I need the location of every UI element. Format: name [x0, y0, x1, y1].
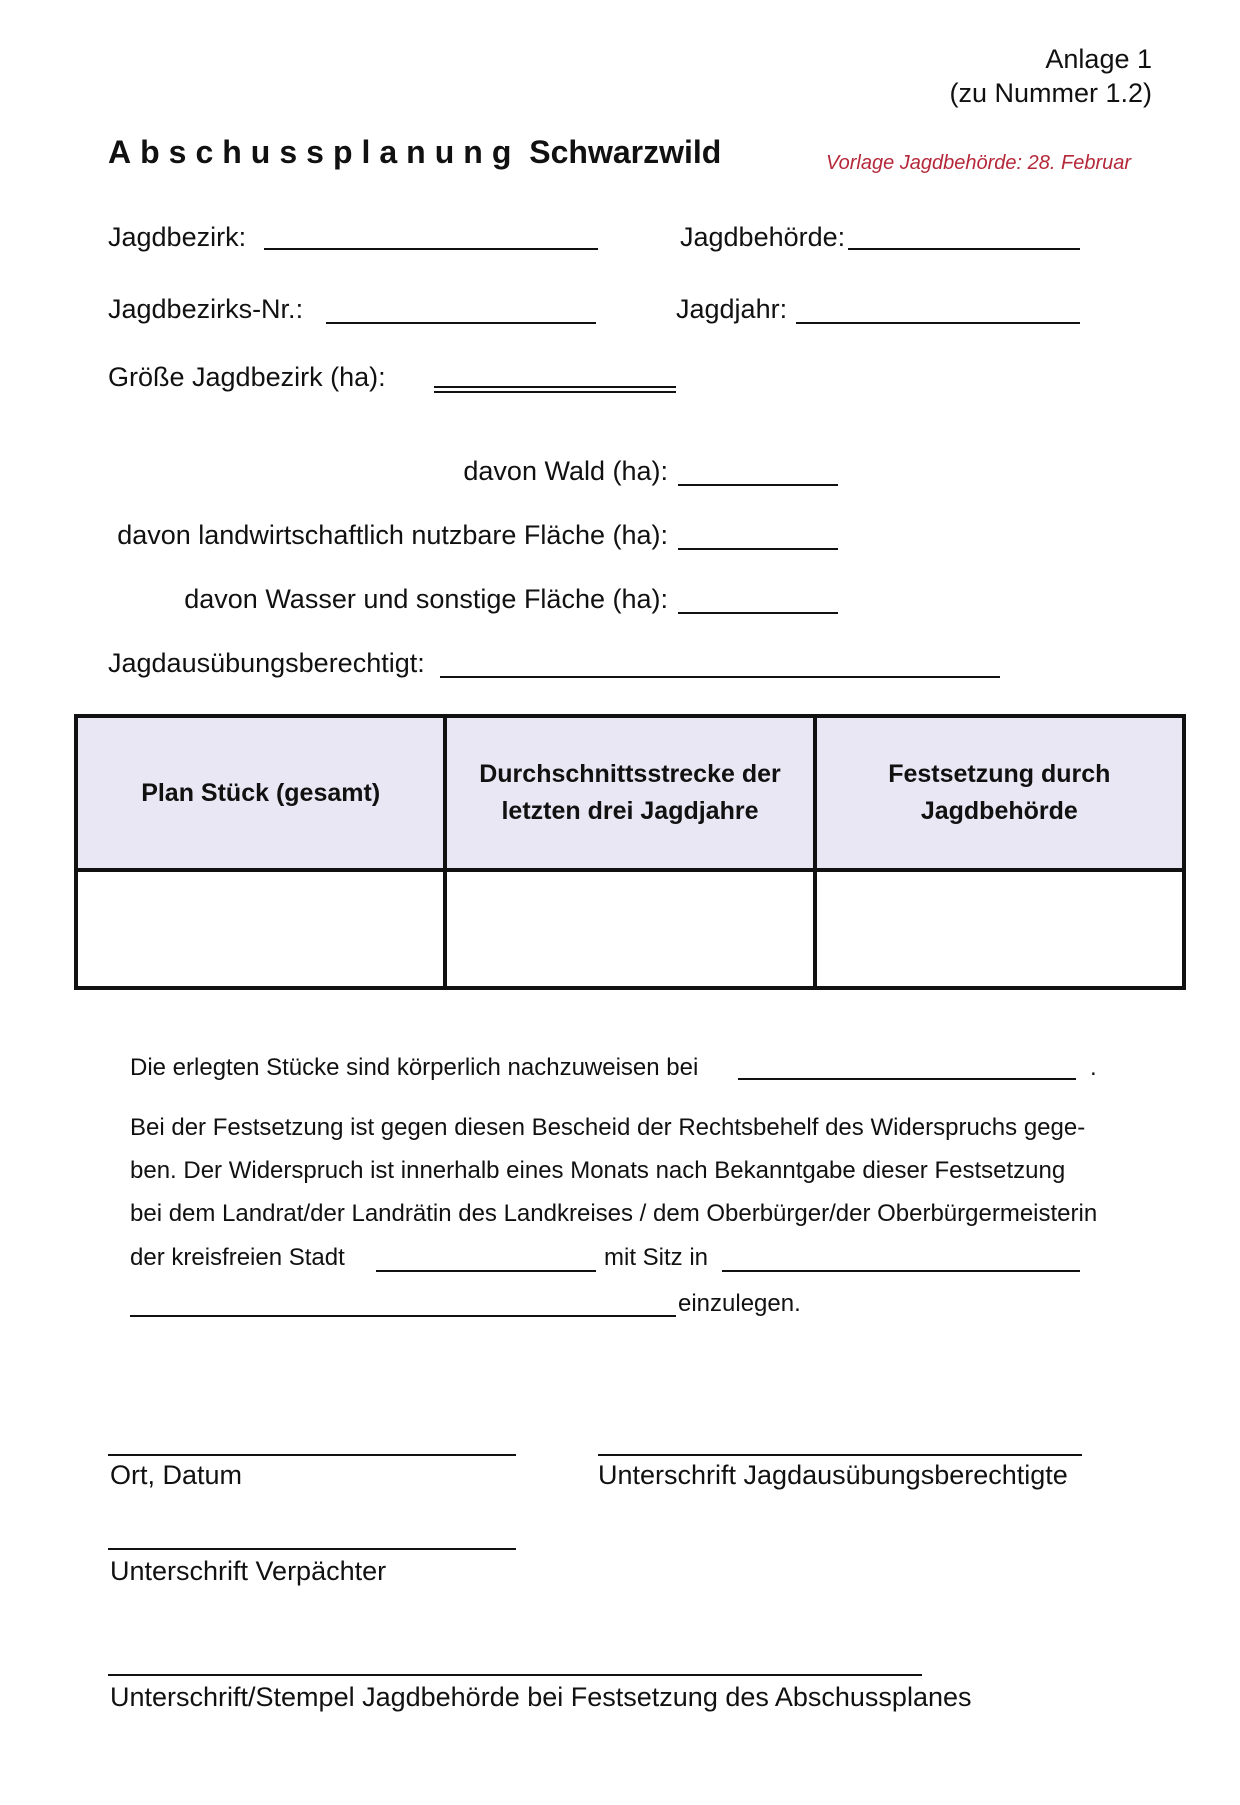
submission-note: Vorlage Jagdbehörde: 28. Februar [826, 152, 1132, 174]
header-festsetzung-line2: Jagdbehörde [920, 797, 1078, 825]
signature-line-verpaechter[interactable] [108, 1548, 516, 1550]
text-nachweis-end: . [1090, 1054, 1097, 1081]
rechtsbehelf-line-2: ben. Der Widerspruch ist innerhalb eines Monats nach Bekanntgabe dieser Festsetzung [130, 1157, 1066, 1184]
field-nachweis[interactable] [738, 1078, 1076, 1080]
header-durchschnittsstrecke-line2: letzten drei Jagdjahre [501, 797, 759, 825]
label-groesse: Größe Jagdbezirk (ha): [108, 362, 386, 392]
label-berechtigt: Jagdausübungsberechtigt: [108, 648, 425, 678]
signature-line-ort-datum[interactable] [108, 1454, 516, 1456]
field-jagdbezirk[interactable] [264, 248, 598, 250]
header-plan-stueck-text: Plan Stück (gesamt) [141, 778, 381, 807]
field-jagdjahr[interactable] [796, 322, 1080, 324]
annex-line-1: Anlage 1 [1045, 44, 1152, 74]
rechtsbehelf-line-4a: der kreisfreien Stadt [130, 1244, 345, 1271]
label-unterschrift-behoerde: Unterschrift/Stempel Jagdbehörde bei Festsetzung des Abschussplanes [110, 1682, 972, 1712]
signature-line-berechtigte[interactable] [598, 1454, 1082, 1456]
plan-table-input-row [76, 870, 1184, 988]
label-jagdjahr: Jagdjahr: [676, 294, 788, 324]
header-durchschnittsstrecke [445, 716, 814, 870]
field-einzulegen[interactable] [130, 1315, 676, 1317]
label-wasser: davon Wasser und sonstige Fläche (ha): [184, 584, 668, 614]
field-stadt[interactable] [376, 1270, 596, 1272]
header-festsetzung-line1: Festsetzung durch [888, 760, 1111, 788]
field-berechtigt[interactable] [440, 676, 1000, 678]
label-unterschrift-verpaechter: Unterschrift Verpächter [110, 1556, 387, 1586]
header-plan-stueck [76, 716, 445, 870]
rechtsbehelf-line-5: einzulegen. [678, 1290, 801, 1317]
field-sitz[interactable] [722, 1270, 1080, 1272]
header-durchschnittsstrecke-line1: Durchschnittsstrecke der [479, 760, 781, 788]
plan-table [74, 714, 1186, 990]
annex-reference [949, 42, 1152, 110]
field-landwirtschaft[interactable] [678, 548, 838, 550]
signature-line-behoerde[interactable] [108, 1674, 922, 1676]
label-jagdbezirk: Jagdbezirk: [108, 222, 247, 252]
label-ort-datum: Ort, Datum [110, 1460, 243, 1490]
rechtsbehelf-line-3: bei dem Landrat/der Landrätin des Landkreises / dem Oberbürger/der Oberbürgermeisterin [130, 1200, 1098, 1227]
label-unterschrift-berechtigte: Unterschrift Jagdausübungsberechtigte [598, 1460, 1068, 1490]
header-festsetzung [815, 716, 1184, 870]
cell-plan-stueck[interactable] [76, 870, 445, 988]
rechtsbehelf-line-4b: mit Sitz in [604, 1244, 709, 1271]
label-jagdbehoerde: Jagdbehörde: [680, 222, 846, 252]
cell-durchschnittsstrecke[interactable] [445, 870, 814, 988]
label-landwirtschaft: davon landwirtschaftlich nutzbare Fläche (ha): [117, 520, 668, 550]
label-jagdbezirks-nr: Jagdbezirks-Nr.: [108, 294, 304, 324]
page-title [108, 134, 721, 171]
plan-table-header-row [76, 716, 1184, 870]
label-wald: davon Wald (ha): [463, 456, 668, 486]
rechtsbehelf-line-1: Bei der Festsetzung ist gegen diesen Bescheid der Rechtsbehelf des Widerspruchs gege- [130, 1114, 1086, 1141]
field-wald[interactable] [678, 484, 838, 486]
title-spaced: Abschussplanung [108, 134, 521, 170]
title-rest: Schwarzwild [529, 134, 722, 170]
text-nachweis: Die erlegten Stücke sind körperlich nachzuweisen bei [130, 1054, 699, 1081]
field-groesse[interactable] [434, 386, 676, 393]
field-wasser[interactable] [678, 612, 838, 614]
field-jagdbezirks-nr[interactable] [326, 322, 596, 324]
cell-festsetzung[interactable] [815, 870, 1184, 988]
field-jagdbehoerde[interactable] [848, 248, 1080, 250]
annex-line-2: (zu Nummer 1.2) [949, 78, 1152, 108]
